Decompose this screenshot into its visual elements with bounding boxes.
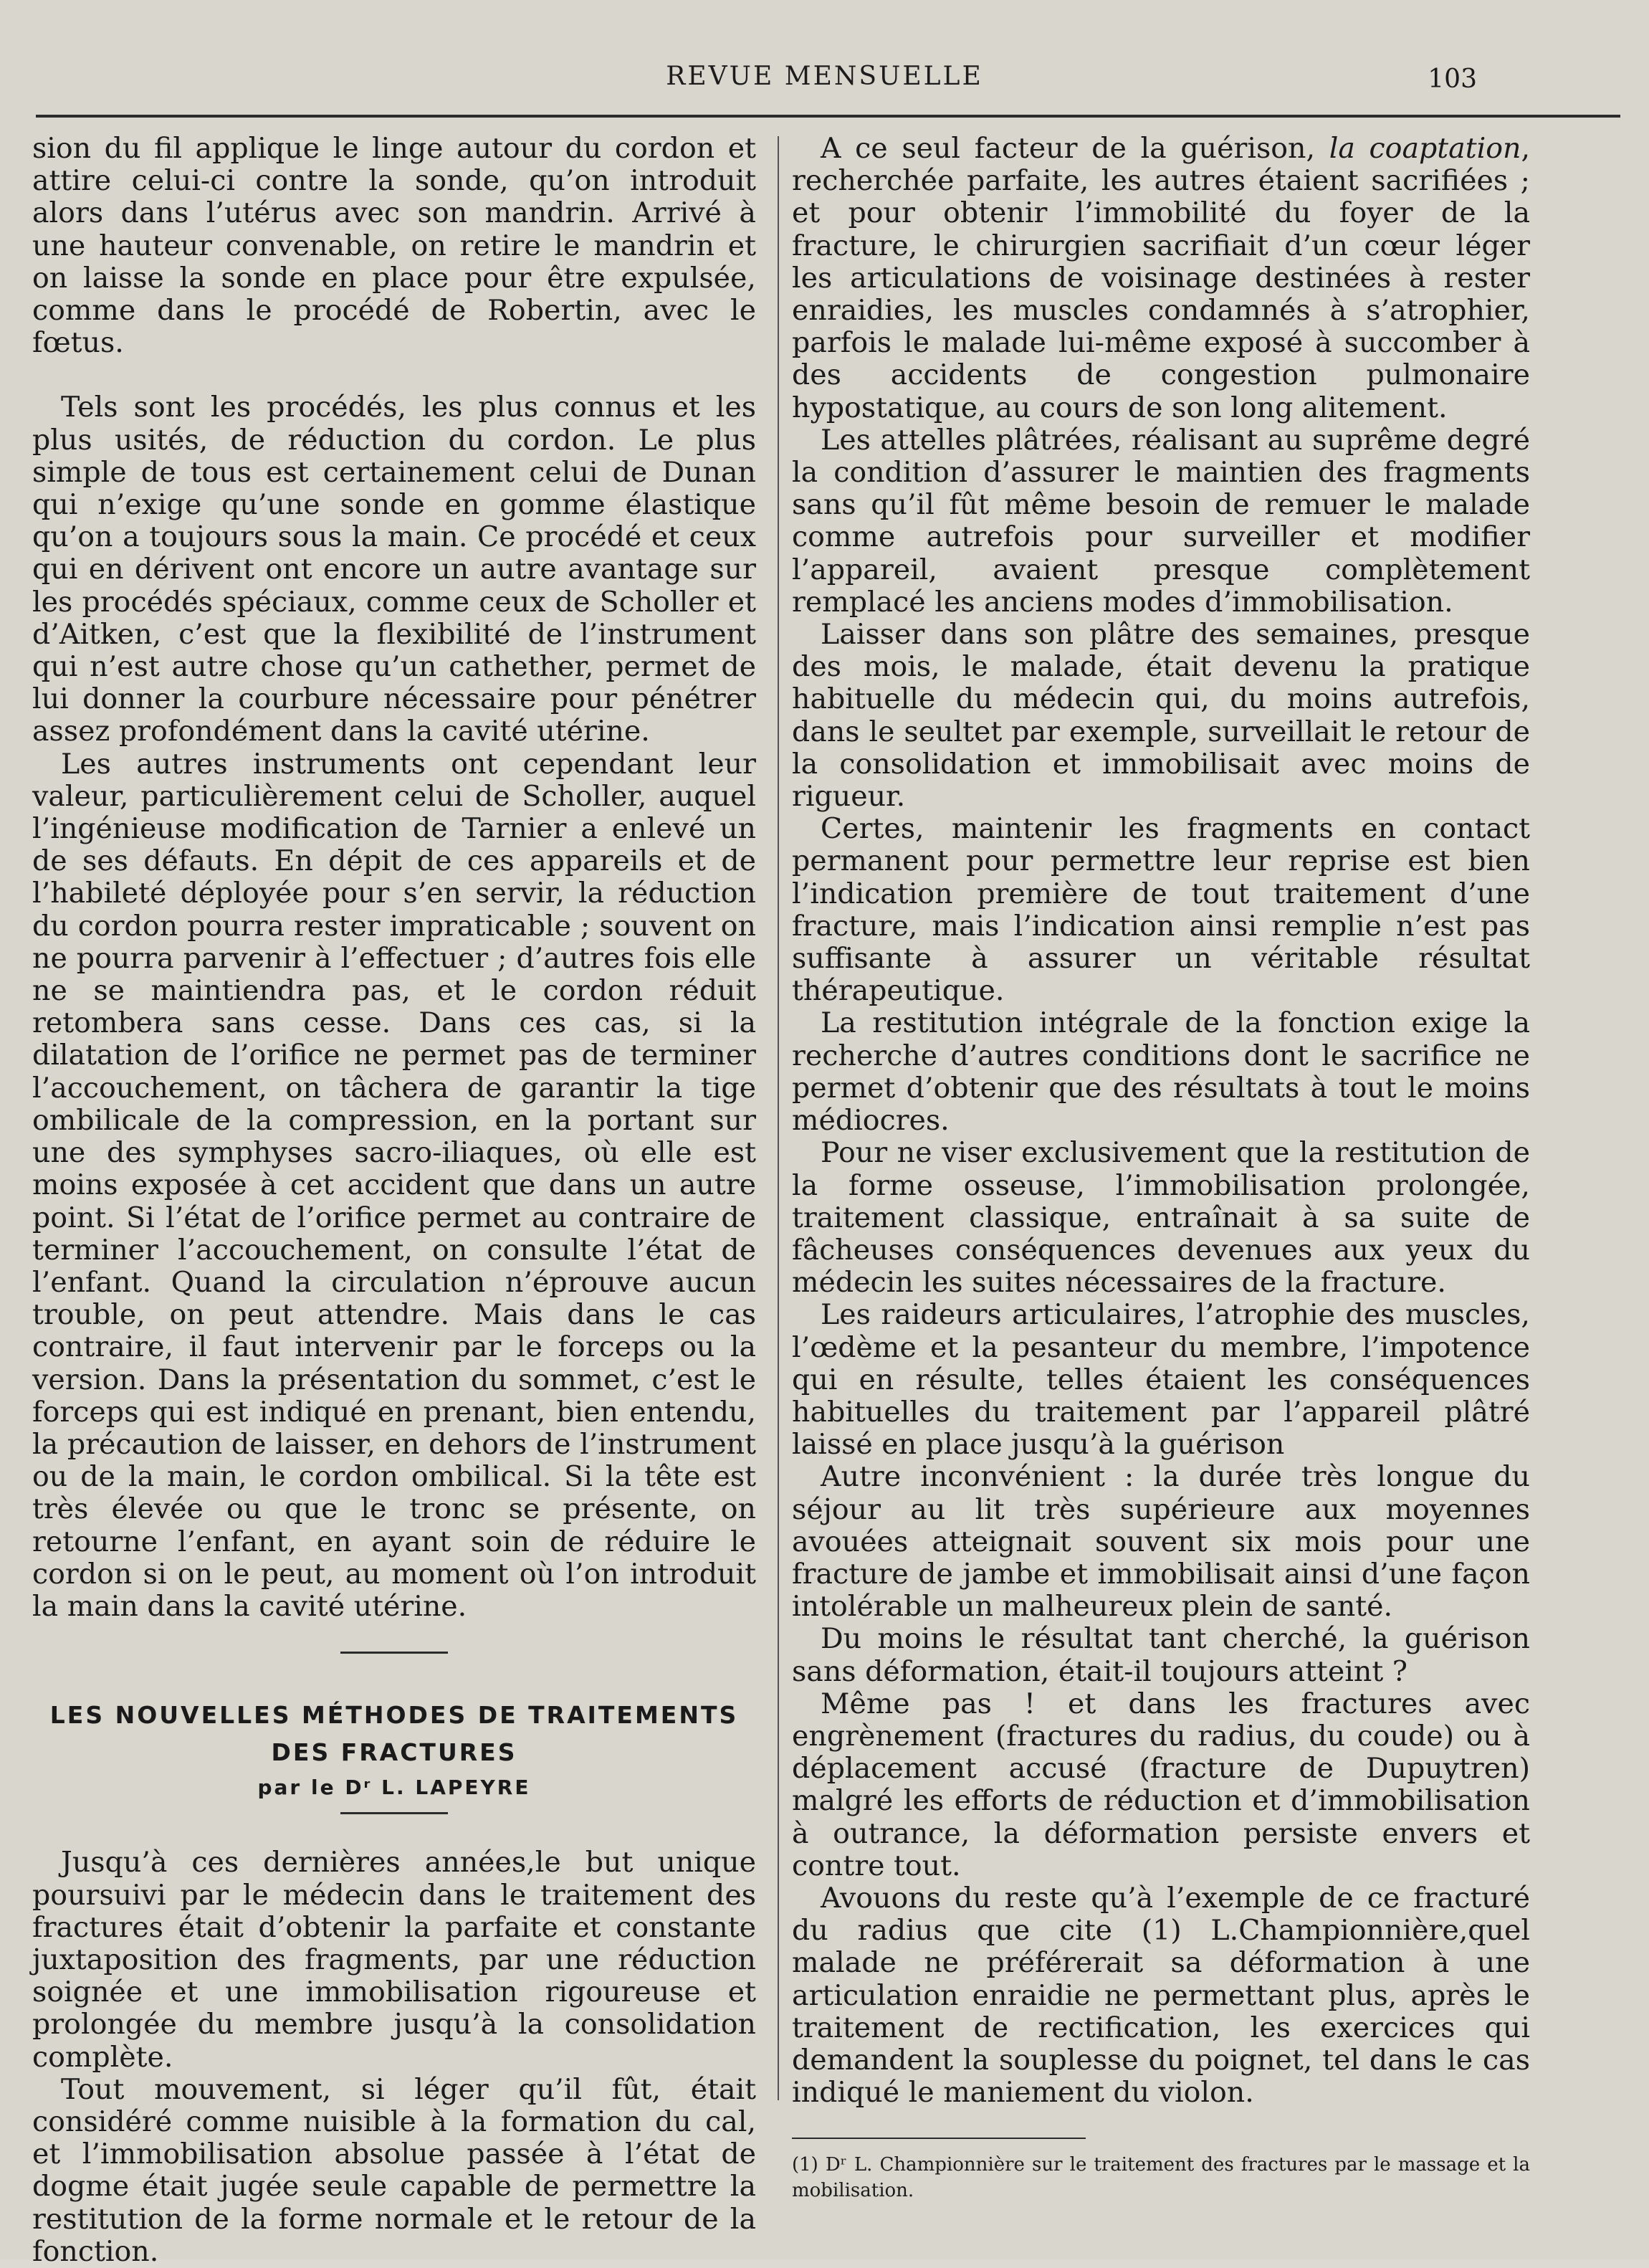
paragraph: Du moins le résultat tant cherché, la guérison sans déformation, était-il toujours atteint ?: [792, 1622, 1530, 1688]
footnote-rule: [792, 2138, 1086, 2139]
paragraph: Les raideurs articulaires, l’atrophie des muscles, l’œdème et la pesanteur du membre, l’impotence qui en résulte, telles étaient les conséquences habituelles du traitement par l’appareil plâtré laissé en place jusqu’à la guérison: [792, 1298, 1530, 1462]
paragraph: [792, 133, 1530, 424]
paragraph: Laisser dans son plâtre des semaines, presque des mois, le malade, était devenu la pratique habituelle du médecin qui, du moins autrefois, dans le seultet par exemple, surveillait le retour de la consolidation et immobilisait avec moins de rigueur.: [792, 618, 1530, 814]
paragraph: Les attelles plâtrées, réalisant au suprême degré la condition d’assurer le maintien des fragments sans qu’il fût même besoin de remuer le malade comme autrefois pour surveiller et modifier l’appareil, avaient presque complètement remplacé les anciens modes d’immobilisation.: [792, 423, 1530, 619]
paragraph: La restitution intégrale de la fonction exige la recherche d’autres conditions dont le sacrifice ne permet d’obtenir que des résultats à tout le moins médiocres.: [792, 1006, 1530, 1138]
article-title: LES NOUVELLES MÉTHODES DE TRAITEMENTS: [49, 1701, 739, 1730]
paragraph: Tels sont les procédés, les plus connus et les plus usités, de réduction du cordon. Le plus simple de tous est certainement celui de Dunan qui n’exige qu’une sonde en gomme élastique qu’on a toujours sous la main. Ce procédé et ceux qui en dérivent ont encore un autre avantage sur les procédés spéciaux, comme ceux de Scholler et d’Aitken, c’est que la flexibilité de l’instrument qui n’est autre chose qu’un cathether, permet de lui donner la courbure nécessaire pour pénétrer assez profondément dans la cavité utérine.: [32, 391, 756, 748]
paragraph: Jusqu’à ces dernières années,le but unique poursuivi par le médecin dans le traitement des fractures était d’obtenir la parfaite et constante juxtaposition des fragments, par une réduction soignée et une immobilisation rigoureuse et prolongée du membre jusqu’à la consolidation complète.: [32, 1846, 756, 2074]
page-number: 103: [1428, 65, 1477, 94]
header-rule: [36, 115, 1620, 118]
paragraph: Certes, maintenir les fragments en contact permanent pour permettre leur reprise est bien l’indication première de tout traitement d’une fracture, mais l’indication ainsi remplie n’est pas suffisante à assurer un véritable résultat thérapeutique.: [792, 812, 1530, 1008]
footnote: (1) Dʳ L. Championnière sur le traitement des fractures par le massage et la mobilisation.: [792, 2154, 1530, 2202]
text-run: A ce seul facteur de la guérison,: [821, 132, 1329, 165]
column-divider: [778, 136, 779, 2100]
paragraph: Les autres instruments ont cependant leur valeur, particulièrement celui de Scholler, auquel l’ingénieuse modification de Tarnier a enlevé un de ses défauts. En dépit de ces appareils et de l’habileté déployée pour s’en servir, la réduction du cordon pourra rester impraticable ; souvent on ne pourra parvenir à l’effectuer ; d’autres fois elle ne se maintiendra pas, et le cordon réduit retombera sans cesse. Dans ces cas, si la dilatation de l’orifice ne permet pas de terminer l’accouchement, on tâchera de garantir la tige ombilicale de la compression, en la portant sur une des symphyses sacro-iliaques, où elle est moins exposée à cet accident que dans un autre point. Si l’état de l’orifice permet au contraire de terminer l’accouchement, on consulte l’état de l’enfant. Quand la circulation n’éprouve aucun trouble, on peut attendre. Mais dans le cas contraire, il faut intervenir par le forceps ou la version. Dans la présentation du sommet, c’est le forceps qui est indiqué en prenant, bien entendu, la précaution de laisser, en dehors de l’instrument ou de la main, le cordon ombilical. Si la tête est très élevée ou que le tronc se présente, on retourne l’enfant, en ayant soin de réduire le cordon si on le peut, au moment où l’on introduit la main dans la cavité utérine.: [32, 747, 756, 1623]
paragraph: Avouons du reste qu’à l’exemple de ce fracturé du radius que cite (1) L.Championnière,quel malade ne préférerait sa déformation à une articulation enraidie ne permettant plus, après le traitement de rectification, les exercices qui demandent la souplesse du poignet, tel dans le cas indiqué le maniement du violon.: [792, 1881, 1530, 2110]
section-separator: [340, 1652, 448, 1654]
right-column: [792, 133, 1530, 2203]
paragraph: sion du fil applique le linge autour du cordon et attire celui-ci contre la sonde, qu’on introduit alors dans l’utérus avec son mandrin. Arrivé à une hauteur convenable, on retire le mandrin et on laisse la sonde en place pour être expulsée, comme dans le procédé de Robertin, avec le fœtus.: [32, 132, 756, 360]
article-title-line-2: DES FRACTURES: [271, 1738, 517, 1767]
text-run: , recherchée parfaite, les autres étaient sacrifiées ; et pour obtenir l’immobilité du foyer de la fracture, le chirurgien sacrifiait d’un cœur léger les articulations de voisinage destinées à rester enraidies, les muscles condamnés à s’atrophier, parfois le malade lui-même exposé à succomber à des accidents de congestion pulmonaire hypostatique, au cours de son long alitement.: [792, 132, 1530, 424]
paragraph: Même pas ! et dans les fractures avec engrènement (fractures du radius, du coude) ou à déplacement accusé (fracture de Dupuytren) malgré les efforts de réduction et d’immobilisation à outrance, la déformation persiste envers et contre tout.: [792, 1687, 1530, 1882]
page-header: [29, 57, 1620, 100]
paragraph: Pour ne viser exclusivement que la restitution de la forme osseuse, l’immobilisation prolongée, traitement classique, entraînait à sa suite de fâcheuses conséquences devenues aux yeux du médecin les suites nécessaires de la fracture.: [792, 1136, 1530, 1300]
left-column: [32, 133, 756, 2268]
article-byline: par le Dʳ L. LAPEYRE: [257, 1776, 531, 1800]
paragraph: Tout mouvement, si léger qu’il fût, était considéré comme nuisible à la formation du cal, et l’immobilisation absolue passée à l’état de dogme était jugée seule capable de permettre la restitution de la forme normale et le retour de la fonction.: [32, 2072, 756, 2268]
paragraph: Autre inconvénient : la durée très longue du séjour au lit très supérieure aux moyennes avouées atteignait souvent six mois pour une fracture de jambe et immobilisait ainsi d’une façon intolérable un malheureux plein de santé.: [792, 1460, 1530, 1624]
running-title: REVUE MENSUELLE: [666, 62, 983, 91]
byline-rule: [340, 1812, 448, 1814]
emphasized-text: la coaptation: [1329, 132, 1521, 165]
